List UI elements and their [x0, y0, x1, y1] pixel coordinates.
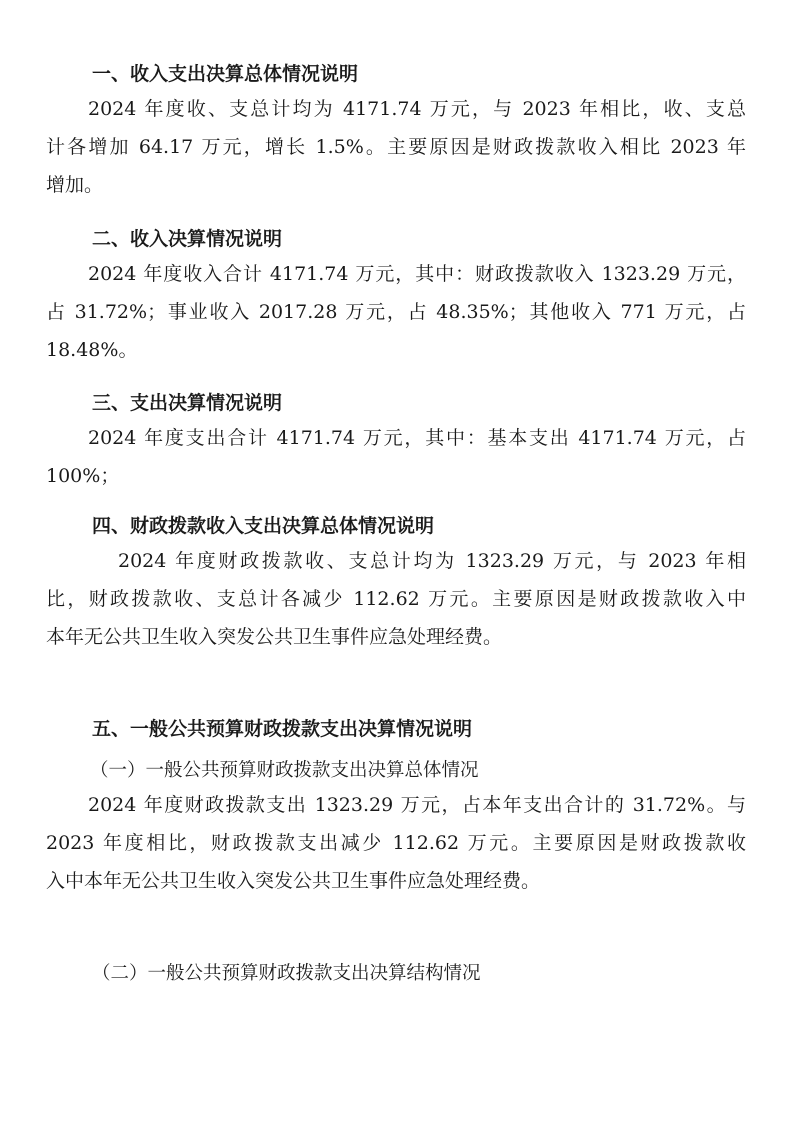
section-heading-4: 四、财政拨款收入支出决算总体情况说明	[92, 515, 435, 537]
subsection-heading-2: （二）一般公共预算财政拨款支出决算结构情况	[92, 963, 481, 984]
section-heading-5: 五、一般公共预算财政拨款支出决算情况说明	[92, 718, 473, 740]
body-line: 2024 年度财政拨款支出 1323.29 万元，占本年支出合计的 31.72%。与	[88, 794, 746, 816]
section-body-2	[46, 255, 746, 369]
body-line: 2024 年度收、支总计均为 4171.74 万元，与 2023 年相比，收、支总	[88, 98, 746, 120]
body-line: 100%；	[46, 465, 120, 487]
body-line: 比，财政拨款收、支总计各减少 112.62 万元。主要原因是财政拨款收入中	[46, 588, 746, 610]
section-body-1	[46, 90, 746, 204]
subsection-heading-1: （一）一般公共预算财政拨款支出决算总体情况	[90, 760, 479, 781]
body-line: 计各增加 64.17 万元，增长 1.5%。主要原因是财政拨款收入相比 2023 年	[46, 136, 746, 158]
section-heading-1: 一、收入支出决算总体情况说明	[92, 63, 359, 85]
body-line: 2024 年度收入合计 4171.74 万元，其中：财政拨款收入 1323.29 万元，	[88, 263, 746, 285]
body-line: 2024 年度财政拨款收、支总计均为 1323.29 万元，与 2023 年相	[118, 550, 746, 572]
body-line: 本年无公共卫生收入突发公共卫生事件应急处理经费。	[46, 626, 503, 648]
subsection-body-1	[46, 786, 746, 900]
section-heading-3: 三、支出决算情况说明	[92, 392, 283, 414]
body-line: 18.48%。	[46, 339, 138, 361]
body-line: 2024 年度支出合计 4171.74 万元，其中：基本支出 4171.74 万元，占	[88, 427, 746, 449]
section-heading-2: 二、收入决算情况说明	[92, 228, 283, 250]
body-line: 占 31.72%；事业收入 2017.28 万元，占 48.35%；其他收入 771 万元，占	[46, 301, 746, 323]
body-line: 增加。	[46, 174, 104, 196]
section-body-4	[46, 542, 746, 656]
body-line: 入中本年无公共卫生收入突发公共卫生事件应急处理经费。	[46, 870, 541, 892]
section-body-3	[46, 419, 746, 495]
body-line: 2023 年度相比，财政拨款支出减少 112.62 万元。主要原因是财政拨款收	[46, 832, 746, 854]
